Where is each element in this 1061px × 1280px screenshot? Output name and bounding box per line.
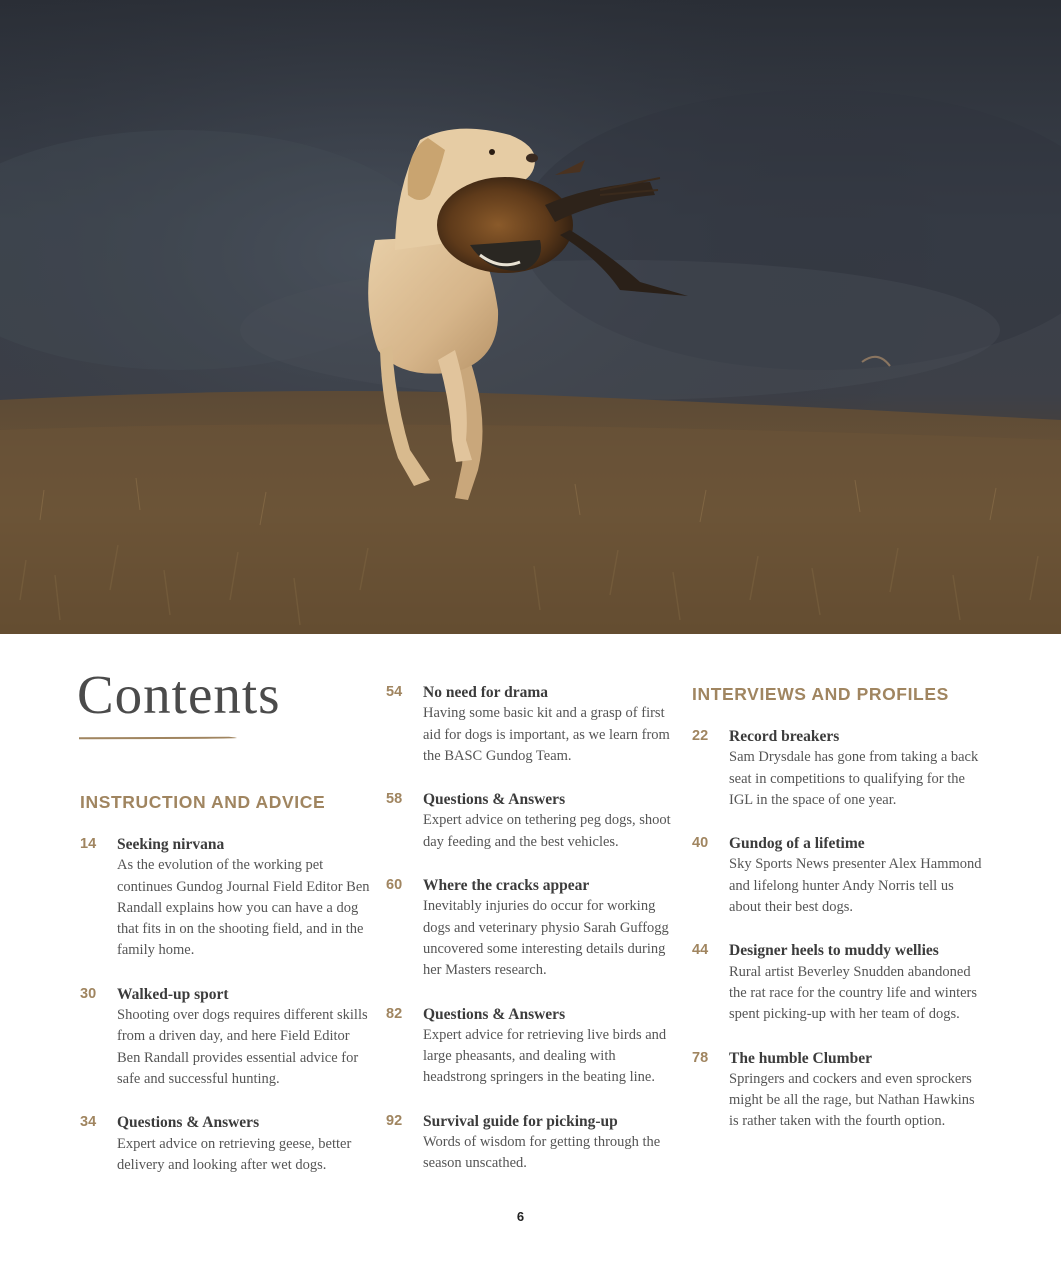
entry-page-number: 78	[692, 1049, 709, 1066]
page-number: 6	[516, 1209, 525, 1224]
contents-entry	[386, 875, 676, 981]
entry-description: Rural artist Beverley Snudden abandoned the rat race for the country life and winters spent picking-up with her team of dogs.	[729, 963, 978, 1023]
entry-description: Expert advice on retrieving geese, better delivery and looking after wet dogs.	[117, 1135, 352, 1173]
contents-entry	[692, 1048, 982, 1133]
title-underline	[79, 736, 237, 740]
entry-title: Record breakers	[729, 728, 840, 745]
contents-entry	[692, 833, 982, 918]
entry-title: Questions & Answers	[117, 1114, 260, 1132]
entry-description: Expert advice on tethering peg dogs, shoot day feeding and the best vehicles.	[423, 812, 671, 850]
entry-title: Questions & Answers	[423, 1005, 566, 1023]
entry-page-number: 22	[692, 728, 709, 744]
entry-page-number: 54	[386, 684, 403, 700]
entry-page-number: 60	[386, 877, 403, 894]
entry-page-number: 14	[80, 836, 97, 852]
entry-page-number: 92	[386, 1112, 403, 1129]
entry-title: Seeking nirvana	[117, 836, 225, 853]
entry-page-number: 44	[692, 942, 709, 959]
entry-title: Designer heels to muddy wellies	[729, 942, 939, 960]
entry-description: Words of wisdom for getting through the season unscathed.	[423, 1134, 661, 1172]
contents-entry	[692, 940, 982, 1025]
entry-title: Walked-up sport	[117, 985, 229, 1003]
entry-description: Having some basic kit and a grasp of first aid for dogs is important, as we learn from the BASC Gundog Team.	[423, 705, 670, 764]
contents-entry	[386, 1004, 676, 1089]
entry-title: Gundog of a lifetime	[729, 835, 865, 853]
section-heading: INTERVIEWS AND PROFILES	[692, 684, 949, 704]
entry-description: Inevitably injuries do occur for working dogs and veterinary physio Sarah Guffogg uncovered some interesting details during her Masters research.	[423, 898, 669, 979]
contents-entry	[80, 834, 370, 962]
entry-description: Sam Drysdale has gone from taking a back seat in competitions to qualifying for the IGL in the space of one year.	[729, 749, 979, 808]
page-title: Contents	[77, 664, 281, 725]
contents-entry	[80, 1112, 370, 1176]
contents-entry	[692, 726, 982, 811]
hero-photo	[0, 0, 1061, 634]
entry-page-number: 34	[80, 1114, 97, 1131]
entry-description: Shooting over dogs requires different skills from a driven day, and here Field Editor Ben Randall provides essential advice for safe and successful hunting.	[117, 1007, 368, 1087]
section-heading: INSTRUCTION AND ADVICE	[80, 792, 326, 812]
entry-title: Survival guide for picking-up	[423, 1112, 618, 1130]
entry-title: No need for drama	[423, 684, 548, 701]
entry-title: Where the cracks appear	[423, 877, 590, 895]
contents-entry	[386, 789, 676, 853]
contents-entry	[386, 1111, 676, 1175]
entry-description: As the evolution of the working pet continues Gundog Journal Field Editor Ben Randall explains how you can have a dog that fits in on the shooting field, and in the family home.	[117, 857, 370, 959]
entry-title: Questions & Answers	[423, 791, 566, 809]
entry-page-number: 82	[386, 1005, 403, 1022]
entry-page-number: 40	[692, 835, 709, 852]
entry-title: The humble Clumber	[729, 1049, 872, 1067]
column-interviews-and-profiles	[692, 682, 982, 1155]
contents-entry	[386, 682, 676, 767]
column-instruction-and-advice	[80, 790, 370, 1198]
column-instruction-continued	[386, 682, 676, 1197]
entry-page-number: 30	[80, 985, 97, 1002]
entry-description: Sky Sports News presenter Alex Hammond and lifelong hunter Andy Norris tell us about their best dogs.	[729, 856, 982, 916]
entry-page-number: 58	[386, 791, 403, 808]
contents-entry	[80, 984, 370, 1090]
entry-description: Springers and cockers and even sprockers might be all the rage, but Nathan Hawkins is rather taken with the fourth option.	[729, 1070, 975, 1130]
entry-description: Expert advice for retrieving live birds and large pheasants, and dealing with headstrong springers in the beating line.	[423, 1026, 667, 1086]
